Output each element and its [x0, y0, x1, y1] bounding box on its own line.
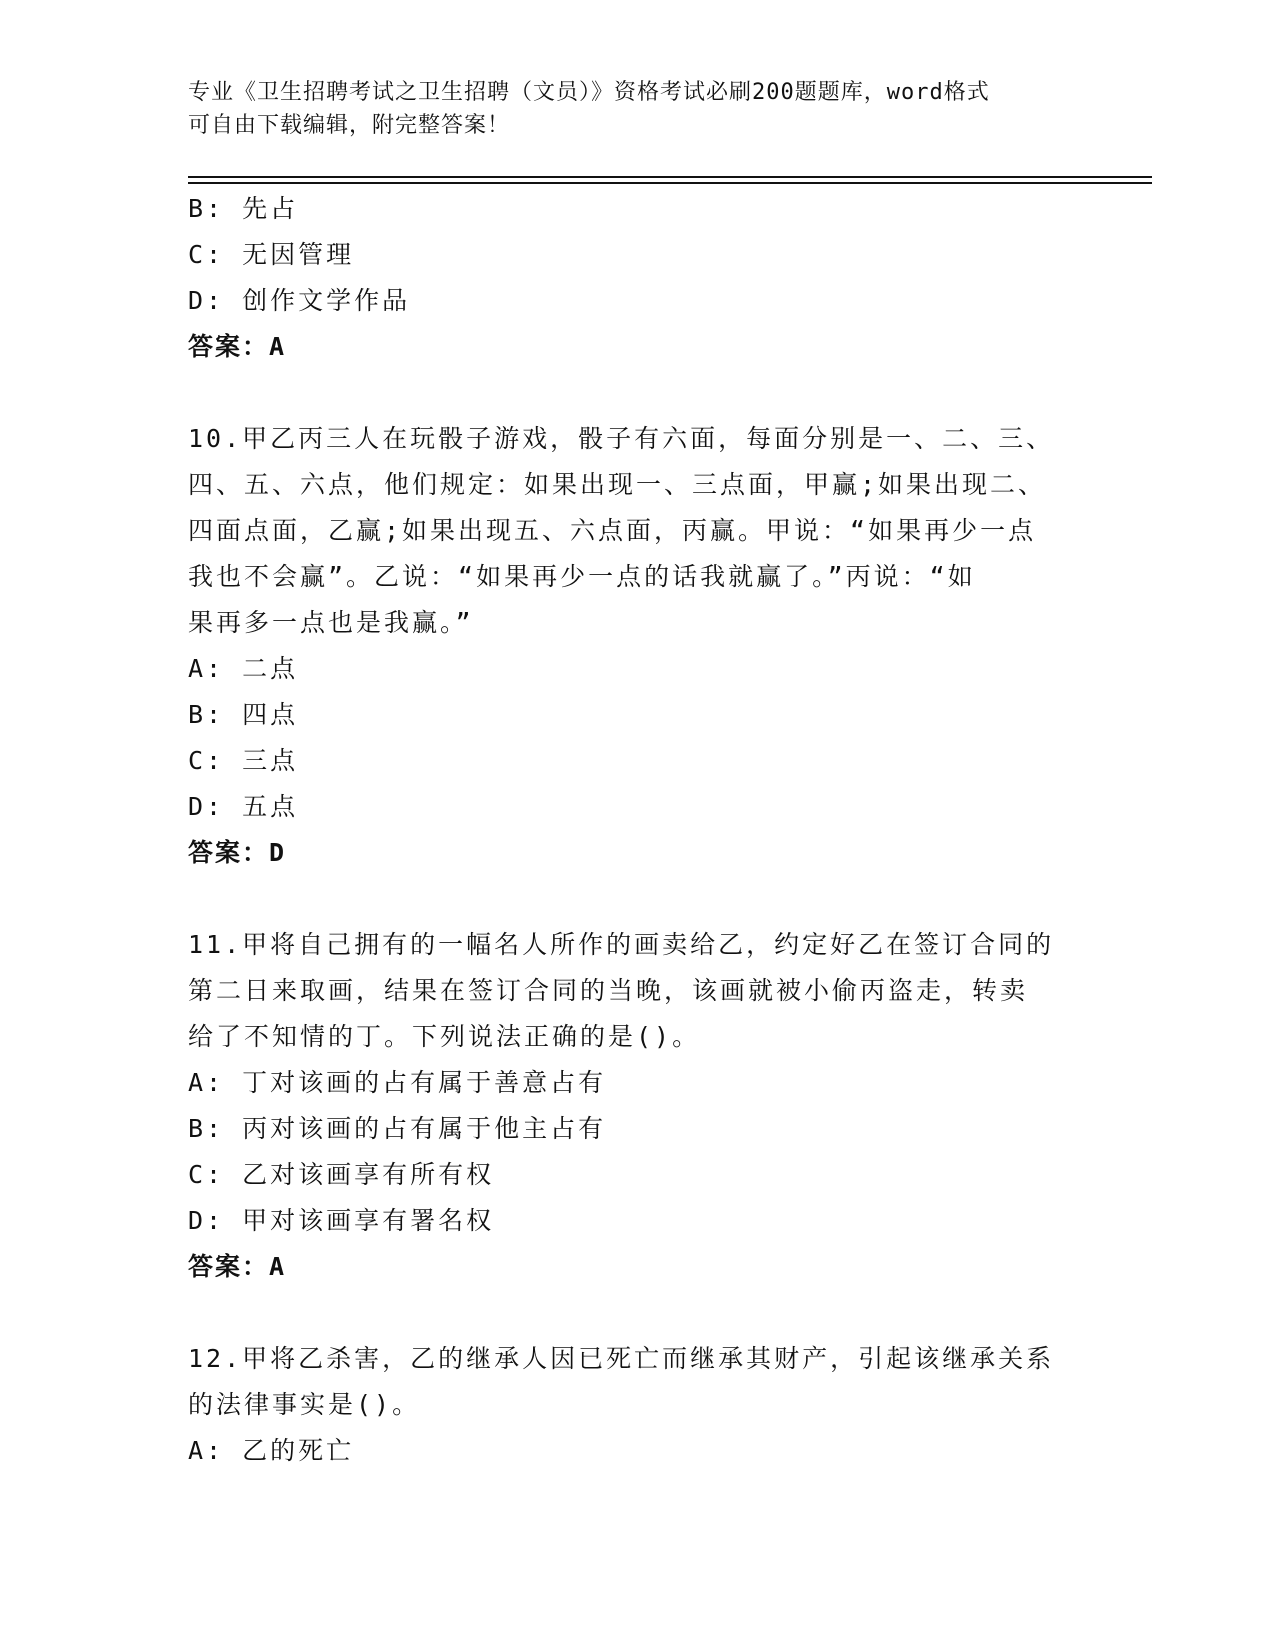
question-text-line: 我也不会赢”。乙说：“如果再少一点的话我就赢了。”丙说：“如 — [188, 562, 976, 591]
option-a: A: 二点 — [188, 654, 299, 683]
question-block-10 — [188, 416, 1088, 876]
option-c: C: 无因管理 — [188, 240, 355, 269]
header-rule-top — [188, 176, 1152, 178]
question-text-line: 11.甲将自己拥有的一幅名人所作的画卖给乙，约定好乙在签订合同的 — [188, 930, 1055, 959]
header-line-2: 可自由下载编辑，附完整答案！ — [188, 113, 511, 138]
option-c: C: 乙对该画享有所有权 — [188, 1160, 495, 1189]
option-d: D: 五点 — [188, 792, 299, 821]
question-text-line: 果再多一点也是我赢。” — [188, 608, 474, 637]
spacer — [188, 1290, 1088, 1336]
answer-line: 答案：A — [188, 1252, 287, 1281]
option-b: B: 四点 — [188, 700, 299, 729]
header-rule-bottom — [188, 182, 1152, 184]
answer-line: 答案：D — [188, 838, 287, 867]
question-block-11 — [188, 922, 1088, 1290]
header-line-1: 专业《卫生招聘考试之卫生招聘（文员）》资格考试必刷200题题库，word格式 — [188, 80, 990, 105]
question-block-12 — [188, 1336, 1088, 1474]
question-text-line: 的法律事实是()。 — [188, 1390, 421, 1419]
option-a: A: 丁对该画的占有属于善意占有 — [188, 1068, 607, 1097]
option-d: D: 创作文学作品 — [188, 286, 411, 315]
question-text-line: 四、五、六点，他们规定：如果出现一、三点面，甲赢;如果出现二、 — [188, 470, 1047, 499]
question-block-prev — [188, 186, 1088, 370]
option-b: B: 丙对该画的占有属于他主占有 — [188, 1114, 607, 1143]
question-text-line: 给了不知情的丁。下列说法正确的是()。 — [188, 1022, 701, 1051]
option-b: B: 先占 — [188, 194, 299, 223]
spacer — [188, 370, 1088, 416]
question-text-line: 12.甲将乙杀害，乙的继承人因已死亡而继承其财产，引起该继承关系 — [188, 1344, 1055, 1373]
question-text-line: 四面点面，乙赢;如果出现五、六点面，丙赢。甲说：“如果再少一点 — [188, 516, 1037, 545]
answer-line: 答案：A — [188, 332, 287, 361]
document-header — [188, 76, 1088, 142]
question-text-line: 10.甲乙丙三人在玩骰子游戏，骰子有六面，每面分别是一、二、三、 — [188, 424, 1055, 453]
spacer — [188, 876, 1088, 922]
option-d: D: 甲对该画享有署名权 — [188, 1206, 495, 1235]
option-a: A: 乙的死亡 — [188, 1436, 355, 1465]
question-text-line: 第二日来取画，结果在签订合同的当晚，该画就被小偷丙盗走，转卖 — [188, 976, 1029, 1005]
option-c: C: 三点 — [188, 746, 299, 775]
document-body — [188, 186, 1088, 1474]
